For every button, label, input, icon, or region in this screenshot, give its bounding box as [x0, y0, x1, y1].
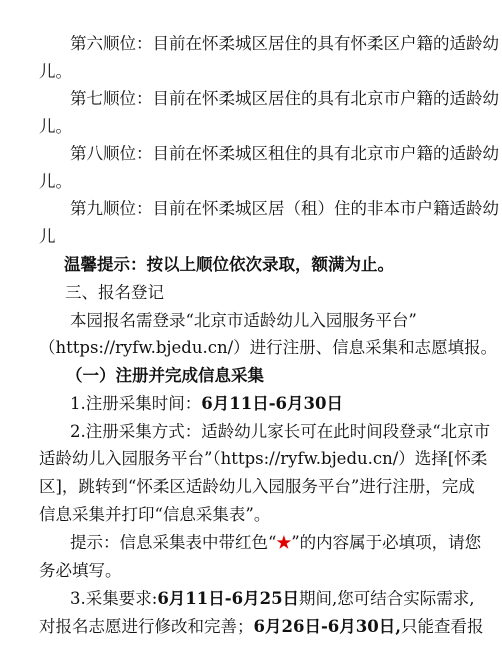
- item3-mid: 期间,您可结合实际需求,: [299, 589, 475, 608]
- note-post: ”的内容属于必填项，请您: [291, 533, 482, 552]
- p9-line2: 儿: [39, 227, 56, 246]
- tip-bold: 温馨提示：按以上顺位依次录取，额满为止。: [64, 255, 394, 274]
- item2-line2: 适龄幼儿入园服务平台”（https://ryfw.bjedu.cn/）选择[怀柔: [39, 449, 488, 468]
- item2-line1: 2.注册采集方式：适龄幼儿家长可在此时间段登录“北京市: [70, 422, 491, 441]
- p8-line2: 儿。: [39, 172, 72, 191]
- p7-line2: 儿。: [39, 117, 72, 136]
- p7-line1: 第七顺位：目前在怀柔城区居住的具有北京市户籍的适龄幼: [70, 89, 499, 108]
- item3-line2: [39, 616, 499, 638]
- item3-date1: 6月11日-6月25日: [157, 589, 300, 608]
- item2-line4: 信息采集并打印“信息采集表”。: [39, 505, 271, 524]
- p9-line1: 第九顺位：目前在怀柔城区居（租）住的非本市户籍适龄幼: [70, 199, 499, 218]
- note-line2: 务必填写。: [39, 561, 122, 580]
- p6-line2: 儿。: [39, 62, 72, 81]
- note-pre: 提示：信息采集表中带红色“: [70, 533, 277, 552]
- section-3-heading: 三、报名登记: [65, 283, 164, 302]
- note-line1: [70, 532, 500, 554]
- item2-line3: 区]，跳转到“怀柔区适龄幼儿入园服务平台”进行注册，完成: [39, 477, 475, 496]
- item1-label: 1.注册采集时间：: [70, 394, 202, 413]
- reg-line1: 本园报名需登录“北京市适龄幼儿入园服务平台”: [70, 311, 417, 330]
- item3-label: 3.采集要求:: [70, 589, 158, 608]
- item3-line1: [70, 588, 500, 610]
- item3-line2-pre: 对报名志愿进行修改和完善；: [39, 617, 254, 636]
- red-star-icon: ★: [276, 533, 292, 552]
- item1-date: 6月11日-6月30日: [201, 394, 343, 413]
- item1: [70, 393, 500, 415]
- p8-line1: 第八顺位：目前在怀柔城区租住的具有北京市户籍的适龄幼: [70, 144, 499, 163]
- subsection-1-heading: （一）注册并完成信息采集: [66, 366, 264, 385]
- item3-line2-post: 只能查看报: [400, 617, 484, 636]
- reg-line2: （https://ryfw.bjedu.cn/）进行注册、信息采集和志愿填报。: [39, 338, 498, 357]
- item3-date2: 6月26日-6月30日,: [253, 617, 401, 636]
- p6-line1: 第六顺位：目前在怀柔城区居住的具有怀柔区户籍的适龄幼: [70, 34, 499, 53]
